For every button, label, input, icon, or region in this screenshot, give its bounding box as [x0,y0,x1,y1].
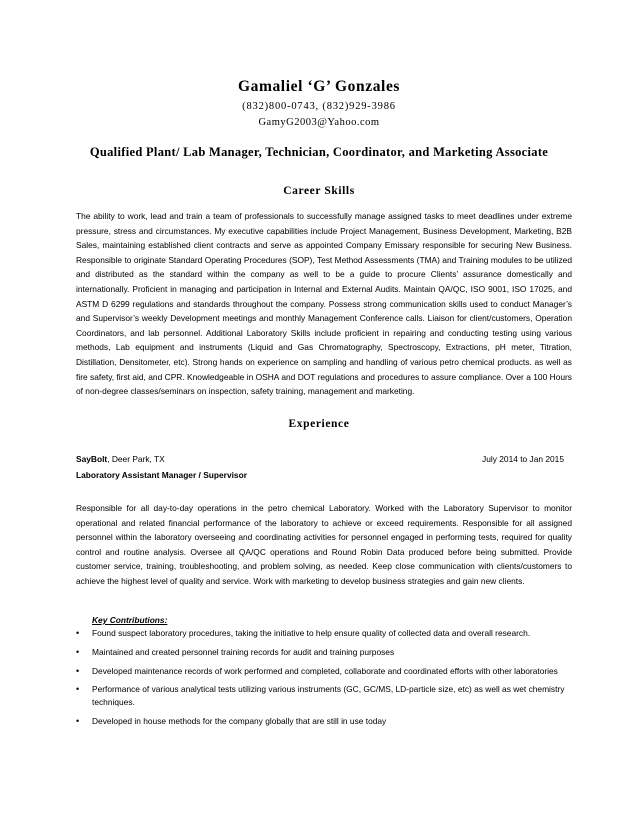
job-dates: July 2014 to Jan 2015 [482,454,564,464]
bullet-icon: • [76,715,80,726]
job-title: Laboratory Assistant Manager / Supervisor [76,470,247,480]
job-location: , Deer Park, TX [107,454,165,464]
candidate-name: Gamaliel ‘G’ Gonzales [237,78,401,95]
list-item: • Found suspect laboratory procedures, taking the initiative to help ensure quality of collected data and overall research. [76,628,531,638]
email-address: GamyG2003@Yahoo.com [258,117,380,128]
list-item: • Performance of various analytical tests utilizing various instruments (GC, GC/MS, LD-particle size, etc) as well as wet chemistry techniques. [76,684,565,708]
bullet-icon: • [76,646,80,657]
key-contributions-label: Key Contributions: [92,615,168,625]
career-skills-heading: Career Skills [283,185,355,197]
phone-numbers: (832)800-0743, (832)929-3986 [242,101,396,112]
contributions-list [76,627,566,734]
list-item: • Developed maintenance records of work performed and completed, collaborate and coordinated efforts with other laboratories [76,665,558,676]
job-header [76,453,564,465]
professional-headline: Qualified Plant/ Lab Manager, Technician, Coordinator, and Marketing Associate [89,145,549,159]
job-description: Responsible for all day-to-day operations in the petro chemical Laboratory. Worked with the Laboratory Supervisor to monitor operational and related financial performance of the laboratory to achieve or exceed requirements. Responsible for all assigned personnel within the laboratory overseeing and coordinating activities for personnel engaged in performing tests, required for quality control and routine analysis. Oversee all QA/QC operations and Round Robin Data produced before being submitted. Provide customer service, training, troubleshooting, and problem solving, as needed. Keep close communication with clients/customers to achieve the highest level of quality and service. Work with marketing to develop business strategies and gain new clients. [76,503,572,586]
list-item: • Maintained and created personnel training records for audit and training purposes [76,646,395,657]
bullet-icon: • [76,628,80,638]
experience-heading: Experience [288,418,350,430]
career-skills-text: The ability to work, lead and train a team of professionals to successfully manage assigned tasks to meet deadlines under extreme pressure, stress and circumstances. My executive capabilities include Project Management, Business Development, Marketing, B2B Sales, maintaining established client contracts and serve as appointed Company Emissary responsible for securing New Business. Responsible to originate Standard Operating Procedures (SOP), Test Method Assessments (TMA) and Training modules to be utilized and distributed as the standard within the company as well to be a guide to procure Clients’ assurance domestically and internationally. Proficient in managing and participation in Internal and External Audits. Maintain QA/QC, ISO 9001, ISO 17025, and ASTM D 6299 regulations and standards throughout the company. Possess strong communication skills used to conduct Manager’s and Supervisor’s weekly Development meetings and monthly Management Conference calls. Liaison for client/customers, Operation Coordinators, and lab personnel. Additional Laboratory Skills include proficient in repairing and conducting testing using various methods, Lab equipment and instruments (Liquid and Gas Chromatography, Spectroscopy, Extractions, pH meter, Titration, Distillation, Densitometer, etc). Strong hands on experience on sampling and handling of various petro chemical products. as well as fire safety, first aid, and CPR. Knowledgeable in OSHA and DOT regulations and procedures to assure compliance. Over a 100 Hours of non-degree classes/seminars on inspection, safety training, management and marketing. [76,211,572,397]
employer-name: SayBolt [76,454,108,464]
bullet-icon: • [76,684,80,695]
bullet-icon: • [76,665,80,676]
list-item: • Developed in house methods for the company globally that are still in use today [76,715,387,726]
